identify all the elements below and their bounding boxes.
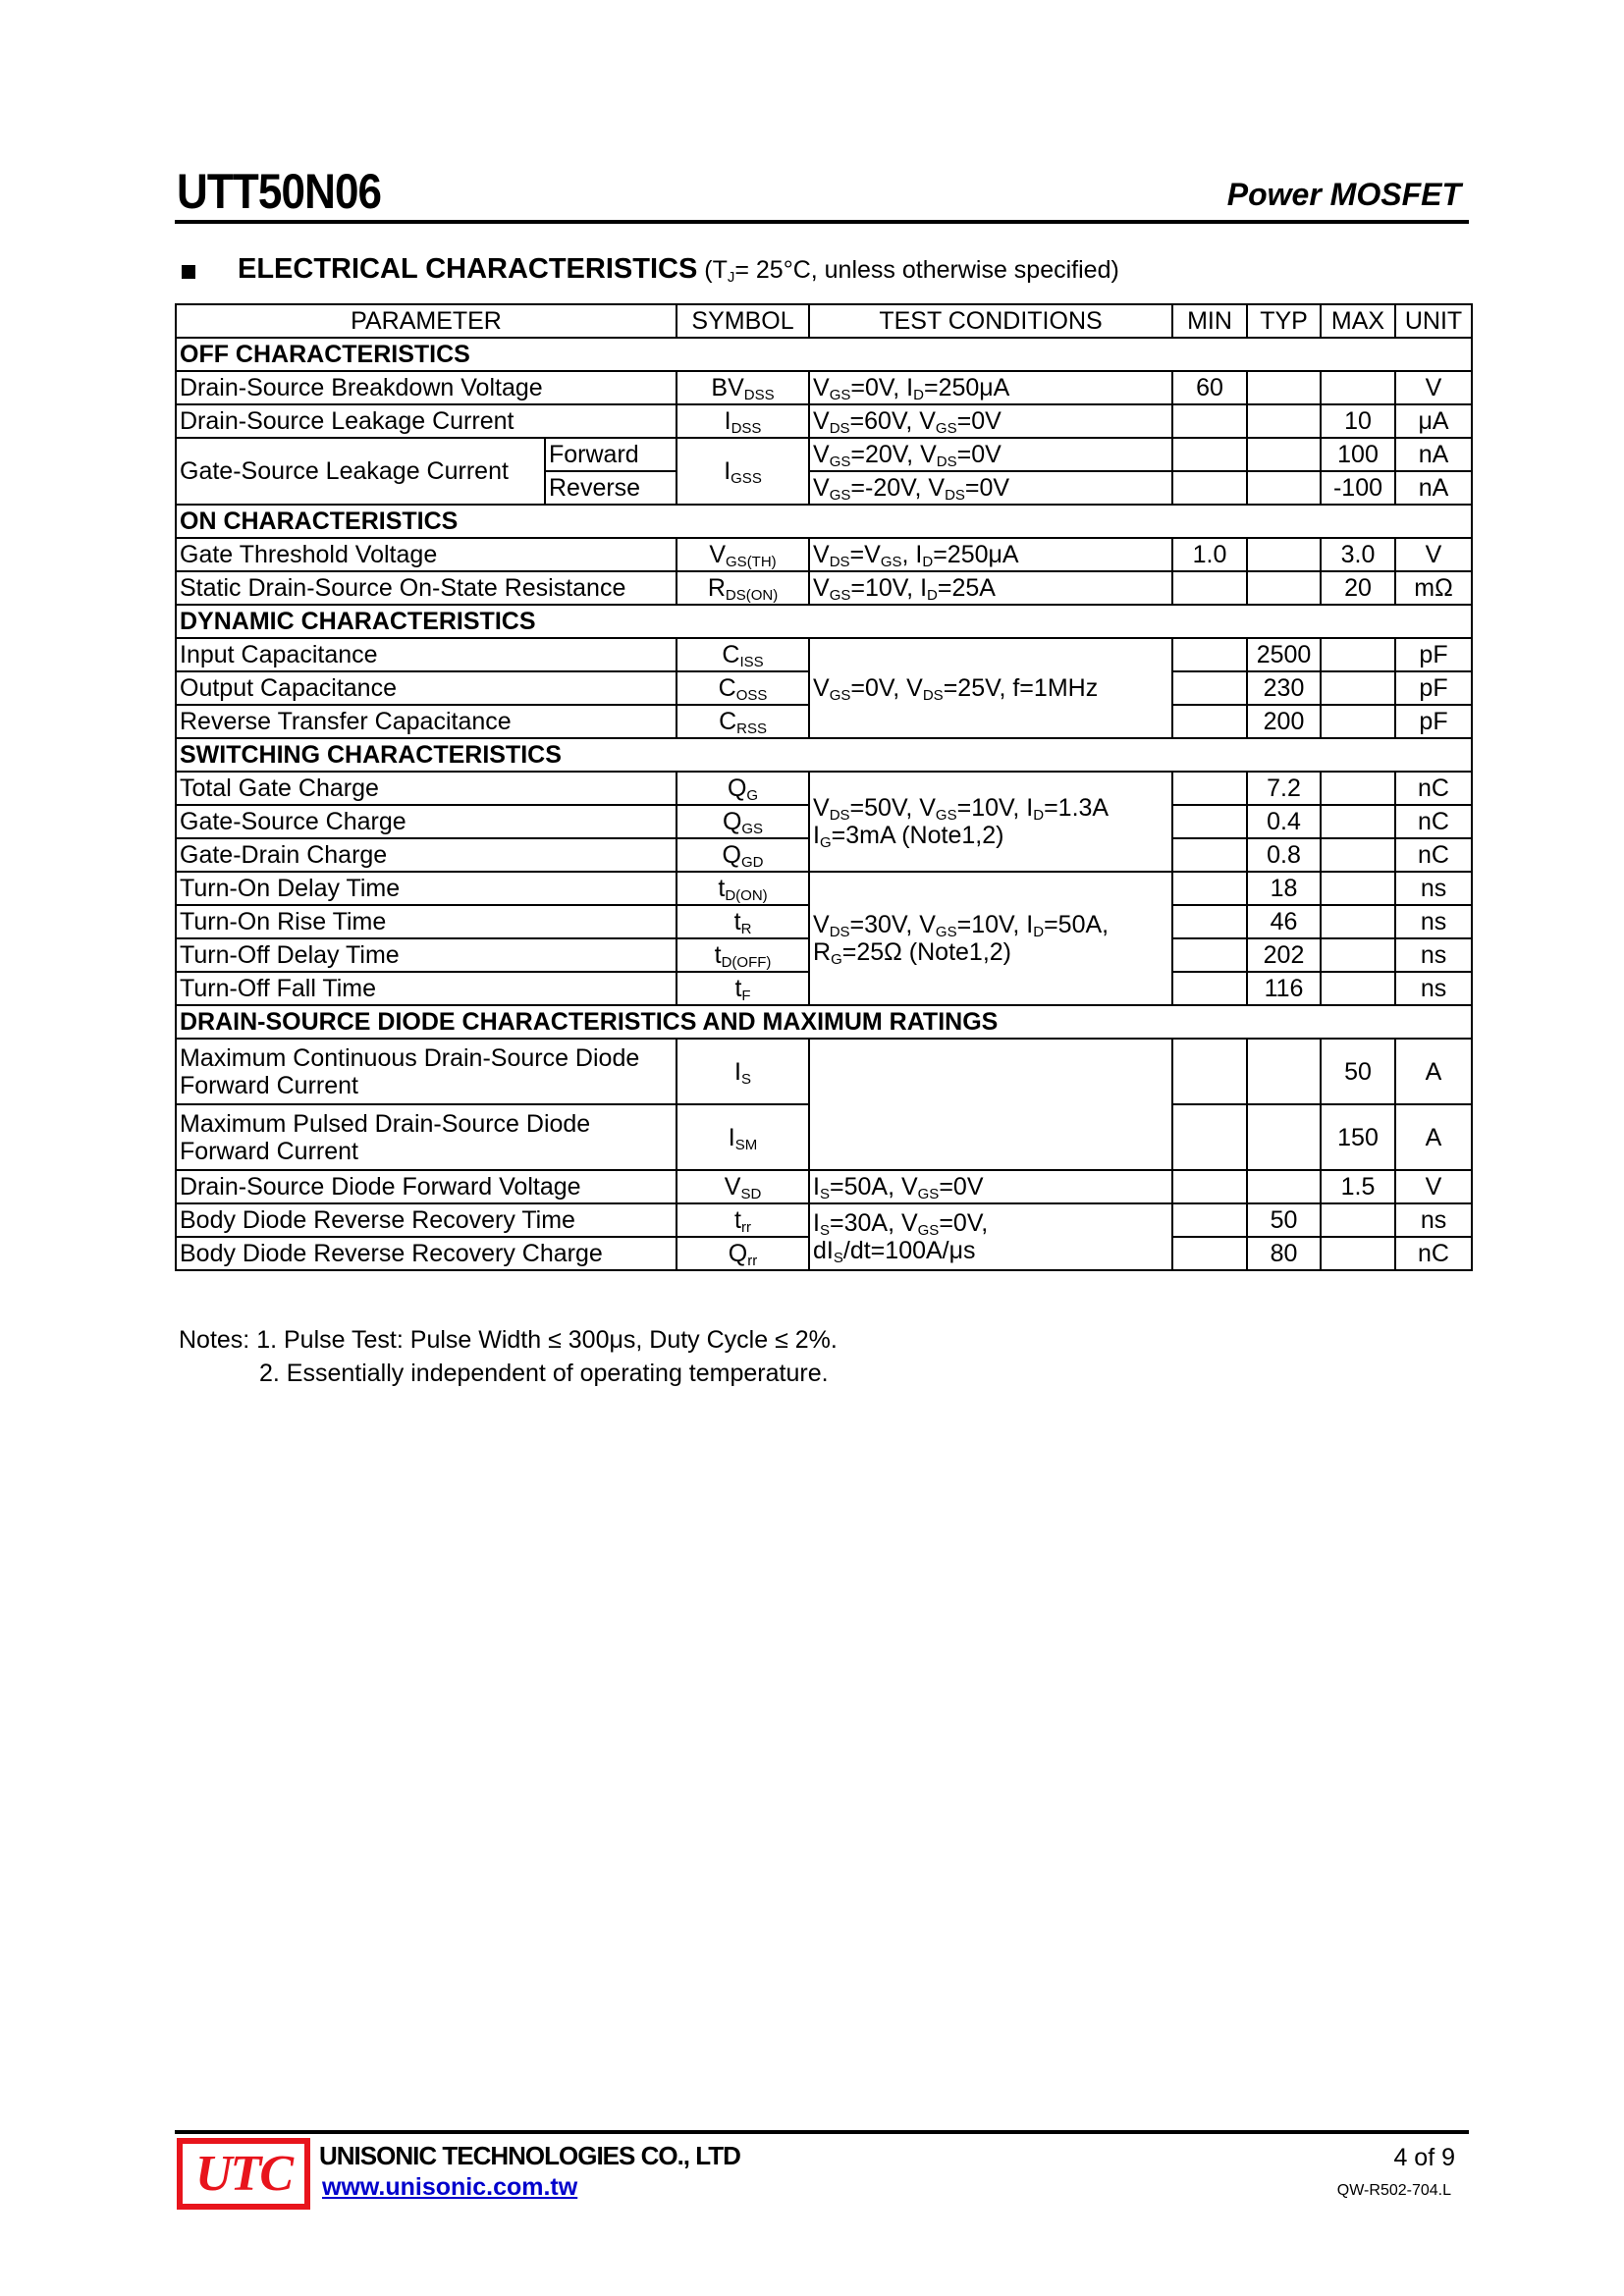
sub-param-cell: Reverse <box>545 471 677 505</box>
min-cell <box>1172 872 1247 905</box>
min-cell <box>1172 671 1247 705</box>
header-test-conditions: TEST CONDITIONS <box>809 304 1172 338</box>
unit-cell: pF <box>1395 705 1472 738</box>
max-cell: -100 <box>1321 471 1395 505</box>
unit-cell: ns <box>1395 938 1472 972</box>
typ-cell: 2500 <box>1247 638 1321 671</box>
min-cell <box>1172 972 1247 1005</box>
page-number: 4 of 9 <box>1393 2144 1455 2171</box>
typ-cell <box>1247 1170 1321 1203</box>
note-2: 2. Essentially independent of operating temperature. <box>259 1360 829 1387</box>
header-typ: TYP <box>1247 304 1321 338</box>
test-condition-cell: $V_{DS}=60V$, $V_{GS}=0V$ <box>809 404 1172 438</box>
max-cell: 150 <box>1321 1104 1395 1170</box>
param-cell: Maximum Pulsed Drain-Source Diode Forward Current <box>176 1104 677 1170</box>
param-cell: Turn-Off Fall Time <box>176 972 677 1005</box>
param-cell: Gate-Source Leakage Current <box>176 438 545 505</box>
symbol-cell: $V_{SD}$ <box>677 1170 809 1203</box>
symbol-cell: $Q_{GD}$ <box>677 838 809 872</box>
header-parameter: PARAMETER <box>176 304 677 338</box>
unit-cell: V <box>1395 1170 1472 1203</box>
typ-cell <box>1247 371 1321 404</box>
symbol-cell: $I_{SM}$ <box>677 1104 809 1170</box>
symbol-cell: $R_{DS(ON)}$ <box>677 571 809 605</box>
table-row <box>176 438 1472 471</box>
param-cell: Maximum Continuous Drain-Source Diode Forward Current <box>176 1039 677 1104</box>
section-condition: ($T_J= 25^\circ C$, unless otherwise specified) <box>697 256 1119 286</box>
table-row <box>176 872 1472 905</box>
typ-cell <box>1247 471 1321 505</box>
typ-cell <box>1247 438 1321 471</box>
max-cell: 50 <box>1321 1039 1395 1104</box>
param-cell: Output Capacitance <box>176 671 677 705</box>
typ-cell <box>1247 538 1321 571</box>
typ-cell: 0.8 <box>1247 838 1321 872</box>
max-cell <box>1321 638 1395 671</box>
param-cell: Total Gate Charge <box>176 772 677 805</box>
symbol-cell: $I_{DSS}$ <box>677 404 809 438</box>
electrical-characteristics-table <box>175 303 1473 1271</box>
note-1: Notes: 1. Pulse Test: Pulse Width ≤ 300μs, Duty Cycle ≤ 2%. <box>179 1326 838 1354</box>
unit-cell: ns <box>1395 905 1472 938</box>
param-cell: Body Diode Reverse Recovery Time <box>176 1203 677 1237</box>
param-cell: Drain-Source Leakage Current <box>176 404 677 438</box>
category-switching: SWITCHING CHARACTERISTICS <box>176 738 1472 772</box>
typ-cell: 80 <box>1247 1237 1321 1270</box>
min-cell <box>1172 1203 1247 1237</box>
test-condition-cell: $V_{GS}=20V$, $V_{DS}=0V$ <box>809 438 1172 471</box>
symbol-cell: $BV_{DSS}$ <box>677 371 809 404</box>
table-row <box>176 638 1472 671</box>
table-row <box>176 538 1472 571</box>
table-row <box>176 404 1472 438</box>
typ-cell: 230 <box>1247 671 1321 705</box>
min-cell: 1.0 <box>1172 538 1247 571</box>
test-condition-cell: $V_{GS}=0V$, $I_D=250\mu A$ <box>809 371 1172 404</box>
section-heading <box>179 253 1455 293</box>
unit-cell: pF <box>1395 638 1472 671</box>
typ-cell: 200 <box>1247 705 1321 738</box>
sub-param-cell: Forward <box>545 438 677 471</box>
symbol-cell: $t_F$ <box>677 972 809 1005</box>
symbol-cell: $Q_{GS}$ <box>677 805 809 838</box>
header-unit: UNIT <box>1395 304 1472 338</box>
symbol-cell: $C_{RSS}$ <box>677 705 809 738</box>
min-cell <box>1172 1170 1247 1203</box>
min-cell <box>1172 638 1247 671</box>
unit-cell: ns <box>1395 972 1472 1005</box>
max-cell <box>1321 805 1395 838</box>
typ-cell: 50 <box>1247 1203 1321 1237</box>
max-cell <box>1321 1203 1395 1237</box>
category-on: ON CHARACTERISTICS <box>176 505 1472 538</box>
part-number: UTT50N06 <box>177 164 382 219</box>
min-cell <box>1172 938 1247 972</box>
table-header-row <box>176 304 1472 338</box>
min-cell <box>1172 772 1247 805</box>
category-off: OFF CHARACTERISTICS <box>176 338 1472 371</box>
unit-cell: nC <box>1395 1237 1472 1270</box>
max-cell: 3.0 <box>1321 538 1395 571</box>
table-row <box>176 571 1472 605</box>
header-symbol: SYMBOL <box>677 304 809 338</box>
page-header <box>175 157 1469 224</box>
max-cell <box>1321 838 1395 872</box>
param-cell: Input Capacitance <box>176 638 677 671</box>
typ-cell <box>1247 404 1321 438</box>
param-cell: Turn-Off Delay Time <box>176 938 677 972</box>
company-name: UNISONIC TECHNOLOGIES CO., LTD <box>319 2141 740 2170</box>
category-row <box>176 505 1472 538</box>
typ-cell <box>1247 571 1321 605</box>
header-min: MIN <box>1172 304 1247 338</box>
unit-cell: nC <box>1395 838 1472 872</box>
typ-cell <box>1247 1039 1321 1104</box>
max-cell <box>1321 772 1395 805</box>
min-cell <box>1172 571 1247 605</box>
category-row <box>176 1005 1472 1039</box>
test-condition-cell <box>809 1039 1172 1170</box>
min-cell <box>1172 1237 1247 1270</box>
footer-divider <box>175 2130 1469 2134</box>
typ-cell: 116 <box>1247 972 1321 1005</box>
max-cell: 20 <box>1321 571 1395 605</box>
max-cell <box>1321 972 1395 1005</box>
max-cell <box>1321 905 1395 938</box>
test-condition-cell: $V_{GS}=10V$, $I_D=25A$ <box>809 571 1172 605</box>
test-condition-cell: $V_{DS}=50V$, $V_{GS}=10V$, $I_D=1.3A$ $I_G=3mA$ (Note1,2) <box>809 772 1172 872</box>
typ-cell: 7.2 <box>1247 772 1321 805</box>
min-cell <box>1172 1104 1247 1170</box>
unit-cell: mΩ <box>1395 571 1472 605</box>
unit-cell: ns <box>1395 872 1472 905</box>
unit-cell: ns <box>1395 1203 1472 1237</box>
param-cell: Turn-On Delay Time <box>176 872 677 905</box>
min-cell <box>1172 705 1247 738</box>
symbol-cell: $t_{D(OFF)}$ <box>677 938 809 972</box>
table-row <box>176 1203 1472 1237</box>
param-cell: Drain-Source Diode Forward Voltage <box>176 1170 677 1203</box>
test-condition-cell: $I_S=30A$, $V_{GS}=0V$, $dI_S/dt=100A/\mu s$ <box>809 1203 1172 1270</box>
typ-cell: 0.4 <box>1247 805 1321 838</box>
symbol-cell: $t_{D(ON)}$ <box>677 872 809 905</box>
max-cell <box>1321 872 1395 905</box>
min-cell <box>1172 805 1247 838</box>
square-bullet-icon <box>182 265 195 279</box>
logo-text: UTC <box>195 2146 292 2202</box>
symbol-cell: $I_S$ <box>677 1039 809 1104</box>
table-row <box>176 1039 1472 1104</box>
max-cell <box>1321 371 1395 404</box>
category-row <box>176 338 1472 371</box>
max-cell: 100 <box>1321 438 1395 471</box>
symbol-cell: $t_R$ <box>677 905 809 938</box>
table-row <box>176 371 1472 404</box>
test-condition-cell: $V_{DS}=V_{GS}$, $I_D=250\mu A$ <box>809 538 1172 571</box>
typ-cell: 18 <box>1247 872 1321 905</box>
category-row <box>176 605 1472 638</box>
unit-cell: V <box>1395 538 1472 571</box>
symbol-cell: $t_{rr}$ <box>677 1203 809 1237</box>
category-dynamic: DYNAMIC CHARACTERISTICS <box>176 605 1472 638</box>
max-cell: 10 <box>1321 404 1395 438</box>
max-cell <box>1321 938 1395 972</box>
category-row <box>176 738 1472 772</box>
unit-cell: pF <box>1395 671 1472 705</box>
typ-cell: 46 <box>1247 905 1321 938</box>
min-cell <box>1172 471 1247 505</box>
category-diode: DRAIN-SOURCE DIODE CHARACTERISTICS AND MAXIMUM RATINGS <box>176 1005 1472 1039</box>
max-cell <box>1321 1237 1395 1270</box>
min-cell <box>1172 838 1247 872</box>
unit-cell: A <box>1395 1104 1472 1170</box>
unit-cell: nA <box>1395 438 1472 471</box>
notes <box>179 1323 838 1390</box>
symbol-cell: $C_{OSS}$ <box>677 671 809 705</box>
product-type: Power MOSFET <box>1226 177 1461 212</box>
website-link[interactable]: www.unisonic.com.tw <box>322 2173 578 2201</box>
max-cell <box>1321 671 1395 705</box>
header-max: MAX <box>1321 304 1395 338</box>
typ-cell <box>1247 1104 1321 1170</box>
param-cell: Drain-Source Breakdown Voltage <box>176 371 677 404</box>
table-row <box>176 1170 1472 1203</box>
symbol-cell: $Q_{rr}$ <box>677 1237 809 1270</box>
unit-cell: A <box>1395 1039 1472 1104</box>
param-cell: Gate-Drain Charge <box>176 838 677 872</box>
table-row <box>176 772 1472 805</box>
symbol-cell: $Q_G$ <box>677 772 809 805</box>
unit-cell: μA <box>1395 404 1472 438</box>
unit-cell: V <box>1395 371 1472 404</box>
typ-cell: 202 <box>1247 938 1321 972</box>
symbol-cell: $I_{GSS}$ <box>677 438 809 505</box>
symbol-cell: $V_{GS(TH)}$ <box>677 538 809 571</box>
document-code: QW-R502-704.L <box>1336 2182 1451 2199</box>
min-cell <box>1172 905 1247 938</box>
param-cell: Gate Threshold Voltage <box>176 538 677 571</box>
param-cell: Reverse Transfer Capacitance <box>176 705 677 738</box>
unit-cell: nC <box>1395 772 1472 805</box>
min-cell: 60 <box>1172 371 1247 404</box>
param-cell: Turn-On Rise Time <box>176 905 677 938</box>
min-cell <box>1172 438 1247 471</box>
param-cell: Static Drain-Source On-State Resistance <box>176 571 677 605</box>
test-condition-cell: $V_{GS}=-20V$, $V_{DS}=0V$ <box>809 471 1172 505</box>
section-title: ELECTRICAL CHARACTERISTICS ($T_J= 25^\circ C$, unless otherwise specified) <box>238 253 1119 286</box>
test-condition-cell: $I_S=50A$, $V_{GS}=0V$ <box>809 1170 1172 1203</box>
unit-cell: nA <box>1395 471 1472 505</box>
utc-logo <box>177 2138 310 2210</box>
symbol-cell: $C_{ISS}$ <box>677 638 809 671</box>
unit-cell: nC <box>1395 805 1472 838</box>
max-cell: 1.5 <box>1321 1170 1395 1203</box>
test-condition-cell: $V_{GS}=0V$, $V_{DS}=25V$, f=1MHz <box>809 638 1172 738</box>
param-cell: Gate-Source Charge <box>176 805 677 838</box>
min-cell <box>1172 404 1247 438</box>
test-condition-cell: $V_{DS}=30V$, $V_{GS}=10V$, $I_D=50A$, $R_G=25\Omega$ (Note1,2) <box>809 872 1172 1005</box>
param-cell: Body Diode Reverse Recovery Charge <box>176 1237 677 1270</box>
max-cell <box>1321 705 1395 738</box>
min-cell <box>1172 1039 1247 1104</box>
